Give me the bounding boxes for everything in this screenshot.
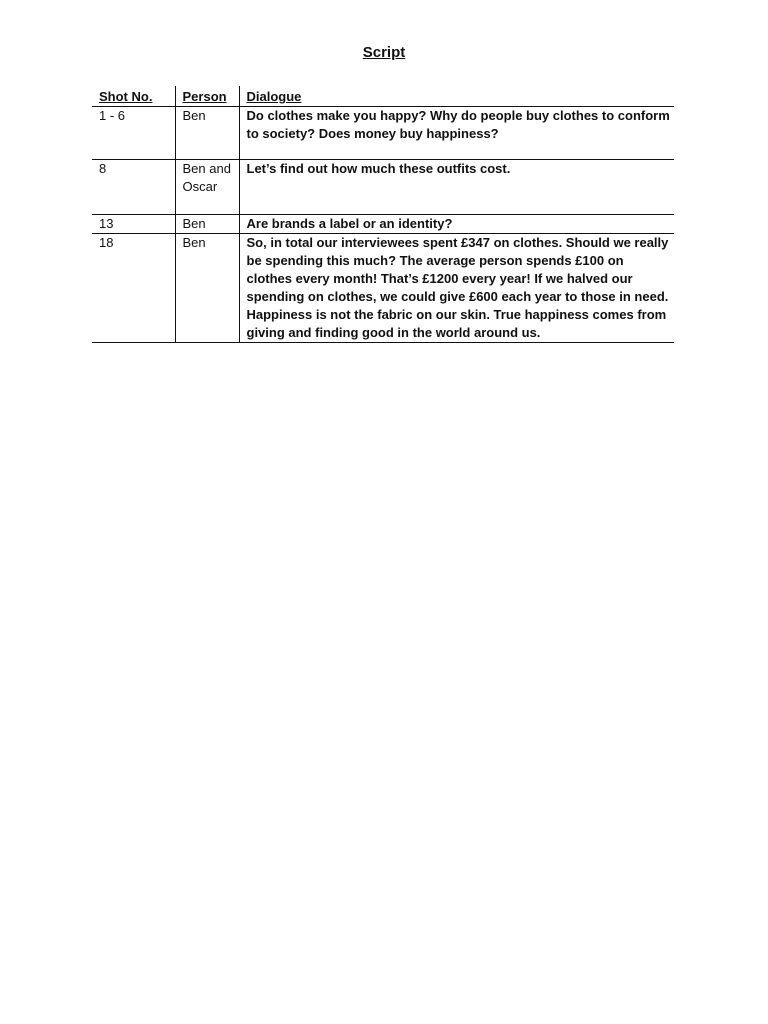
page-title: Script [362,44,406,61]
table-row [92,234,674,343]
dialogue-cell: Are brands a label or an identity? [239,215,674,234]
column-header-shot: Shot No. [92,86,175,107]
dialogue-cell: Do clothes make you happy? Why do people buy clothes to conform to society? Does money buy happiness? [239,107,674,160]
table-row [92,107,674,160]
person-cell: Ben [175,107,239,160]
table-row [92,215,674,234]
shot-number-cell: 13 [92,215,175,234]
dialogue-cell: Let’s find out how much these outfits cost. [239,160,674,215]
script-table [92,86,674,343]
shot-number-cell: 8 [92,160,175,215]
table-header-row [92,86,674,107]
column-header-dialogue: Dialogue [239,86,674,107]
shot-number-cell: 1 - 6 [92,107,175,160]
dialogue-cell: So, in total our interviewees spent £347 on clothes. Should we really be spending this much? The average person spends £100 on clothes every month! That’s £1200 every year! If we halved our spending on clothes, we could give £600 each year to those in need. Happiness is not the fabric on our skin. True happiness comes from giving and finding good in the world around us. [239,234,674,343]
person-cell: Ben and Oscar [175,160,239,215]
person-cell: Ben [175,215,239,234]
table-row [92,160,674,215]
shot-number-cell: 18 [92,234,175,343]
person-cell: Ben [175,234,239,343]
column-header-person: Person [175,86,239,107]
